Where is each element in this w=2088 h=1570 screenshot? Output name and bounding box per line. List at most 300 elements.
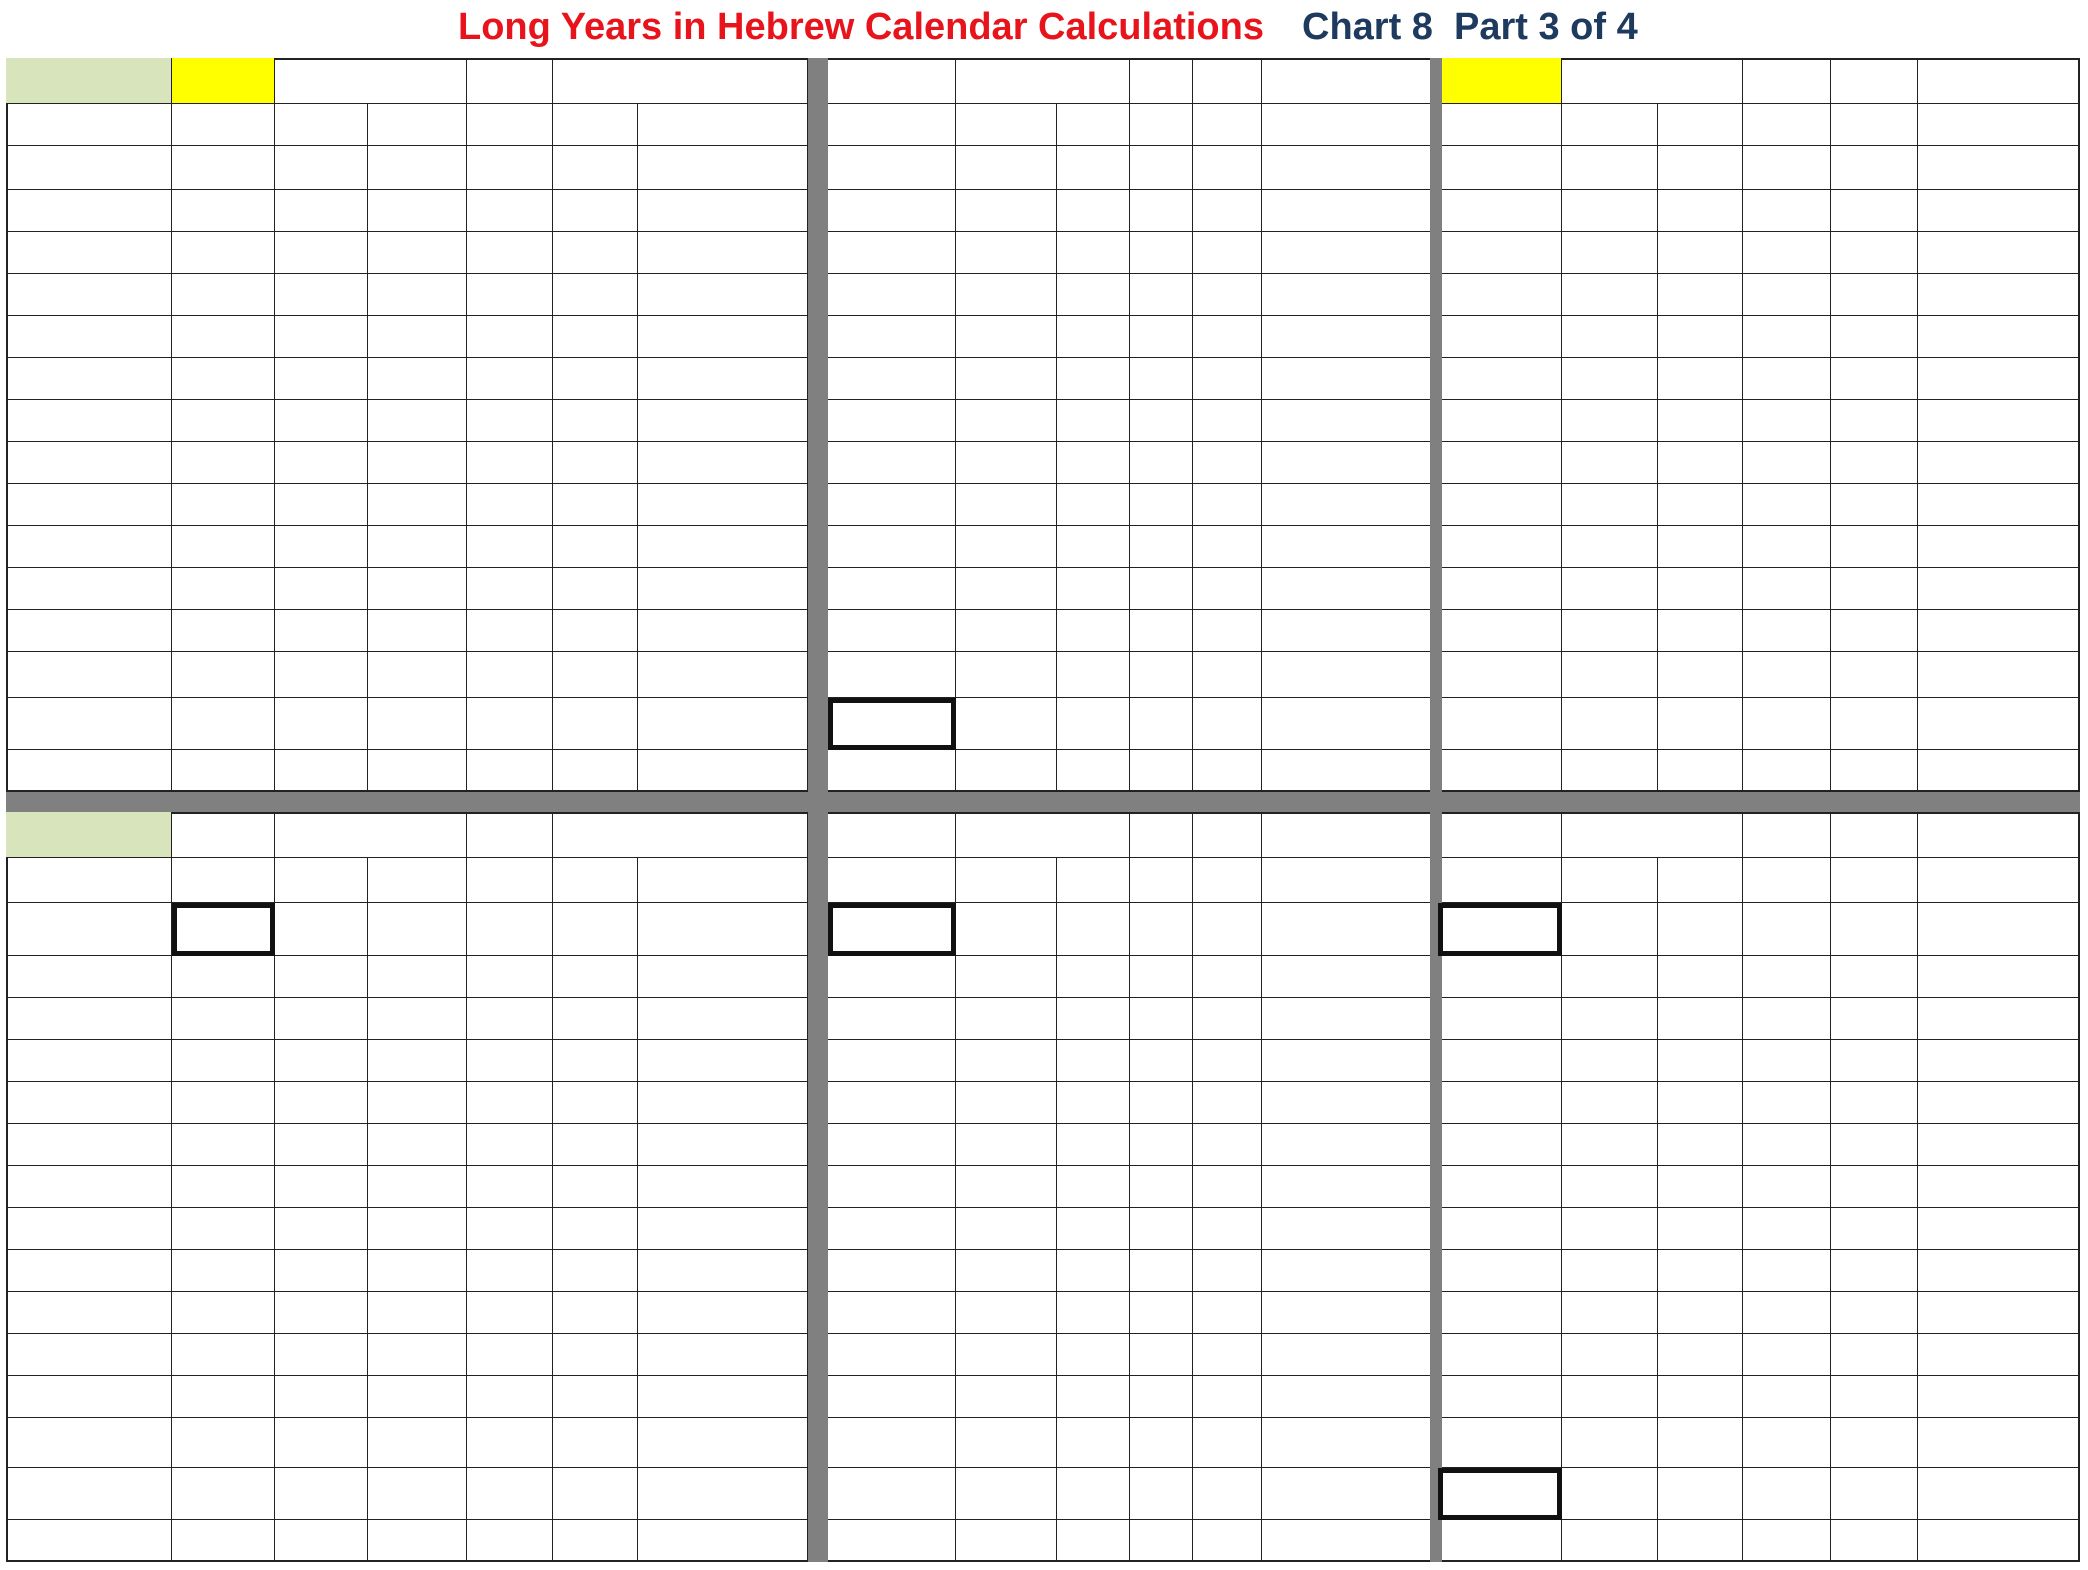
year-type-label [6, 812, 172, 858]
date-cell [956, 442, 1057, 484]
month-length [1918, 400, 2080, 442]
date-cell [553, 1082, 638, 1124]
date-cell [956, 146, 1057, 190]
month-length [1918, 1208, 2080, 1250]
date-cell [1193, 568, 1262, 610]
date-cell [467, 526, 553, 568]
date-cell [1831, 232, 1918, 274]
week-header [1057, 104, 1130, 146]
table-cell [1918, 1520, 2080, 1562]
date-cell [275, 956, 368, 998]
date-cell [1743, 903, 1831, 956]
date-cell [1130, 1082, 1193, 1124]
month-length [1262, 316, 1438, 358]
table-cell [638, 750, 808, 792]
date-cell [172, 274, 275, 316]
date-cell [1193, 1292, 1262, 1334]
date-cell [956, 998, 1057, 1040]
date-cell [172, 190, 275, 232]
date-cell [467, 610, 553, 652]
date-cell [1658, 1250, 1743, 1292]
month-length [1262, 1166, 1438, 1208]
date-cell [1743, 1208, 1831, 1250]
date-cell [275, 1376, 368, 1418]
table-cell [1193, 58, 1262, 104]
date-cell [275, 1418, 368, 1468]
date-cell [1831, 442, 1918, 484]
date-cell [1658, 316, 1743, 358]
date-cell [1658, 1040, 1743, 1082]
date-cell [828, 1250, 956, 1292]
date-cell [1658, 903, 1743, 956]
date-cell [368, 1418, 467, 1468]
date-cell [275, 1166, 368, 1208]
month-number [6, 956, 172, 998]
date-cell [1130, 1292, 1193, 1334]
month-length [1262, 1040, 1438, 1082]
date-cell [1831, 316, 1918, 358]
date-cell [1130, 1040, 1193, 1082]
table-cell [1831, 812, 1918, 858]
date-cell [368, 1334, 467, 1376]
date-cell [1562, 1376, 1658, 1418]
date-cell [1193, 1468, 1262, 1520]
date-cell [553, 146, 638, 190]
table-cell [467, 812, 553, 858]
date-cell [1831, 400, 1918, 442]
date-cell [1130, 652, 1193, 698]
date-cell [275, 146, 368, 190]
month-length [638, 316, 808, 358]
table-cell [1743, 58, 1831, 104]
date-cell [1831, 1208, 1918, 1250]
table-cell [172, 1520, 275, 1562]
month-length [1918, 358, 2080, 400]
date-cell [1193, 1166, 1262, 1208]
month-length [1918, 526, 2080, 568]
date-cell [956, 1334, 1057, 1376]
date-cell [828, 274, 956, 316]
date-cell [275, 652, 368, 698]
month-number [6, 1040, 172, 1082]
date-cell [1193, 1334, 1262, 1376]
date-cell [1193, 956, 1262, 998]
date-cell [275, 1208, 368, 1250]
table-cell [1193, 750, 1262, 792]
date-cell [1743, 1292, 1831, 1334]
year-length-label [828, 750, 956, 792]
month-length [1262, 903, 1438, 956]
date-cell [1057, 1468, 1130, 1520]
date-cell [956, 484, 1057, 526]
block-separator [1430, 812, 1442, 1562]
week-header [1562, 858, 1658, 903]
table-cell [1658, 1520, 1743, 1562]
date-cell [467, 998, 553, 1040]
date-cell [1562, 358, 1658, 400]
month-number [6, 400, 172, 442]
month-length [1262, 1250, 1438, 1292]
year-length-label [6, 750, 172, 792]
date-cell [368, 903, 467, 956]
date-cell [1658, 652, 1743, 698]
month-length [1918, 316, 2080, 358]
month-length [638, 1334, 808, 1376]
date-cell [1831, 274, 1918, 316]
date-cell [172, 358, 275, 400]
date-cell [1562, 1250, 1658, 1292]
date-cell [553, 484, 638, 526]
month-length [1918, 698, 2080, 750]
date-cell [1831, 1376, 1918, 1418]
date-cell [275, 568, 368, 610]
date-cell [1658, 232, 1743, 274]
month-length [638, 1468, 808, 1520]
date-cell [1130, 698, 1193, 750]
date-cell [1130, 146, 1193, 190]
date-cell [172, 652, 275, 698]
month-length [1262, 146, 1438, 190]
date-cell [1130, 400, 1193, 442]
date-cell [467, 190, 553, 232]
table-cell [1658, 750, 1743, 792]
date-cell [1831, 568, 1918, 610]
date-cell [1193, 610, 1262, 652]
date-cell [956, 400, 1057, 442]
month-number [6, 442, 172, 484]
week-header [1658, 104, 1743, 146]
year-label [956, 812, 1130, 858]
date-cell [553, 1166, 638, 1208]
date-cell [1658, 698, 1743, 750]
date-cell [368, 1250, 467, 1292]
date-cell [828, 358, 956, 400]
table-cell [1831, 1520, 1918, 1562]
date-cell [368, 1208, 467, 1250]
date-cell [1562, 232, 1658, 274]
table-cell [1057, 750, 1130, 792]
month-number [6, 146, 172, 190]
date-cell [1057, 1334, 1130, 1376]
week-header [467, 858, 553, 903]
date-cell [1193, 1124, 1262, 1166]
date-cell [1743, 698, 1831, 750]
date-cell [275, 190, 368, 232]
date-cell [1193, 1250, 1262, 1292]
date-cell [828, 526, 956, 568]
date-cell [1743, 1418, 1831, 1468]
date-cell [275, 358, 368, 400]
date-cell [1130, 274, 1193, 316]
table-cell [638, 104, 808, 146]
date-cell [368, 232, 467, 274]
date-cell [368, 652, 467, 698]
table-cell [1262, 858, 1438, 903]
table-cell [1262, 750, 1438, 792]
date-cell [553, 526, 638, 568]
date-cell [828, 1124, 956, 1166]
month-length [1262, 610, 1438, 652]
month-length [1262, 232, 1438, 274]
date-cell [828, 1376, 956, 1418]
date-cell [1658, 568, 1743, 610]
date-cell [1130, 1376, 1193, 1418]
date-cell [1743, 1334, 1831, 1376]
date-cell [1658, 146, 1743, 190]
week-header [1562, 104, 1658, 146]
date-cell [1562, 1292, 1658, 1334]
date-cell [1658, 358, 1743, 400]
date-cell [1562, 442, 1658, 484]
date-cell [956, 1250, 1057, 1292]
date-cell [553, 698, 638, 750]
date-cell [1438, 232, 1562, 274]
month-length [1918, 903, 2080, 956]
date-cell [172, 903, 275, 956]
date-cell [1438, 652, 1562, 698]
date-cell [1130, 903, 1193, 956]
month-number [6, 1292, 172, 1334]
table-cell [1193, 812, 1262, 858]
date-cell [553, 1292, 638, 1334]
date-cell [1562, 1468, 1658, 1520]
date-cell [368, 484, 467, 526]
date-cell [1057, 903, 1130, 956]
date-cell [172, 568, 275, 610]
table-cell [1918, 858, 2080, 903]
date-cell [1658, 1418, 1743, 1468]
date-cell [956, 1166, 1057, 1208]
date-cell [1658, 1376, 1743, 1418]
month-length [1918, 568, 2080, 610]
date-cell [1438, 484, 1562, 526]
month-length [1918, 1124, 2080, 1166]
date-cell [1057, 698, 1130, 750]
date-cell [275, 400, 368, 442]
date-cell [1057, 526, 1130, 568]
date-cell [1438, 1250, 1562, 1292]
date-cell [956, 190, 1057, 232]
month-number [6, 484, 172, 526]
month-length [638, 568, 808, 610]
month-length-header [553, 812, 808, 858]
date-cell [368, 956, 467, 998]
date-cell [1743, 610, 1831, 652]
month-length [638, 526, 808, 568]
month-length [638, 1166, 808, 1208]
date-cell [368, 1292, 467, 1334]
year-label [275, 812, 467, 858]
date-cell [1438, 1208, 1562, 1250]
week-header [956, 104, 1057, 146]
part-indicator: Part 3 of 4 [1454, 6, 1638, 48]
month-number [6, 998, 172, 1040]
date-cell [368, 698, 467, 750]
month-length [1262, 1124, 1438, 1166]
month-length [1918, 610, 2080, 652]
date-cell [1438, 1040, 1562, 1082]
table-cell [1562, 1520, 1658, 1562]
date-cell [1057, 652, 1130, 698]
month-length [1262, 1208, 1438, 1250]
date-cell [1057, 1292, 1130, 1334]
date-cell [467, 400, 553, 442]
table-cell [6, 858, 172, 903]
date-cell [956, 652, 1057, 698]
date-cell [956, 1376, 1057, 1418]
date-cell [1562, 610, 1658, 652]
month-length [638, 442, 808, 484]
table-cell [1743, 812, 1831, 858]
date-cell [1743, 1124, 1831, 1166]
date-cell [956, 956, 1057, 998]
date-cell [1438, 274, 1562, 316]
month-number [6, 358, 172, 400]
date-cell [828, 1468, 956, 1520]
week-header [828, 858, 956, 903]
date-cell [1438, 1166, 1562, 1208]
date-cell [1743, 400, 1831, 442]
table-cell [1262, 104, 1438, 146]
date-cell [1831, 956, 1918, 998]
date-cell [1831, 652, 1918, 698]
date-cell [1562, 190, 1658, 232]
date-cell [1831, 610, 1918, 652]
date-cell [172, 1124, 275, 1166]
month-length [638, 484, 808, 526]
year-label [1562, 58, 1743, 104]
month-length [1262, 1082, 1438, 1124]
date-cell [828, 568, 956, 610]
block-separator [808, 812, 828, 1562]
date-cell [1130, 232, 1193, 274]
date-cell [1562, 652, 1658, 698]
date-cell [467, 1082, 553, 1124]
table-cell [1193, 1520, 1262, 1562]
table-cell [1743, 750, 1831, 792]
month-length [1262, 698, 1438, 750]
date-cell [828, 998, 956, 1040]
date-cell [1438, 1292, 1562, 1334]
status-flag [1438, 812, 1562, 858]
month-number [6, 1124, 172, 1166]
date-cell [553, 400, 638, 442]
table-cell [1743, 1520, 1831, 1562]
date-cell [1193, 1208, 1262, 1250]
date-cell [1562, 998, 1658, 1040]
month-length [638, 652, 808, 698]
date-cell [1658, 442, 1743, 484]
date-cell [1057, 1250, 1130, 1292]
month-length [638, 274, 808, 316]
date-cell [1831, 1292, 1918, 1334]
month-length [1918, 1376, 2080, 1418]
date-cell [956, 1468, 1057, 1520]
month-number [6, 1334, 172, 1376]
status-flag [828, 58, 956, 104]
date-cell [1193, 698, 1262, 750]
date-cell [172, 1040, 275, 1082]
date-cell [1057, 1418, 1130, 1468]
date-cell [275, 274, 368, 316]
month-length [1262, 568, 1438, 610]
date-cell [1743, 956, 1831, 998]
date-cell [467, 1208, 553, 1250]
date-cell [172, 956, 275, 998]
date-cell [1658, 1124, 1743, 1166]
date-cell [1743, 484, 1831, 526]
date-cell [1562, 1418, 1658, 1468]
date-cell [275, 610, 368, 652]
date-cell [368, 568, 467, 610]
date-cell [467, 1418, 553, 1468]
month-length [638, 903, 808, 956]
date-cell [1831, 1468, 1918, 1520]
date-cell [553, 1334, 638, 1376]
month-number [6, 698, 172, 750]
date-cell [1831, 998, 1918, 1040]
week-header [275, 858, 368, 903]
date-cell [553, 1468, 638, 1520]
month-length-header [1262, 812, 1438, 858]
date-cell [828, 610, 956, 652]
date-cell [553, 1376, 638, 1418]
month-length [1262, 190, 1438, 232]
table-cell [1057, 1520, 1130, 1562]
date-cell [1130, 1124, 1193, 1166]
date-cell [467, 1124, 553, 1166]
date-cell [1743, 316, 1831, 358]
date-cell [1831, 1250, 1918, 1292]
month-length [1918, 1334, 2080, 1376]
date-cell [1130, 1334, 1193, 1376]
month-number [6, 232, 172, 274]
date-cell [1057, 146, 1130, 190]
date-cell [1130, 358, 1193, 400]
date-cell [467, 652, 553, 698]
date-cell [1562, 400, 1658, 442]
date-cell [368, 998, 467, 1040]
date-cell [275, 998, 368, 1040]
month-number [6, 190, 172, 232]
date-cell [1438, 1124, 1562, 1166]
date-cell [1562, 146, 1658, 190]
month-length [1262, 956, 1438, 998]
table-cell [368, 750, 467, 792]
month-number [6, 1418, 172, 1468]
date-cell [1130, 1250, 1193, 1292]
date-cell [1130, 190, 1193, 232]
date-cell [553, 1208, 638, 1250]
date-cell [828, 698, 956, 750]
date-cell [467, 442, 553, 484]
month-length [1262, 274, 1438, 316]
date-cell [1743, 442, 1831, 484]
date-cell [172, 526, 275, 568]
date-cell [368, 1124, 467, 1166]
date-cell [1658, 998, 1743, 1040]
date-cell [1193, 903, 1262, 956]
date-cell [172, 998, 275, 1040]
week-header [1658, 858, 1743, 903]
table-cell [1831, 58, 1918, 104]
week-header [368, 858, 467, 903]
table-cell [638, 1520, 808, 1562]
month-length [1262, 1334, 1438, 1376]
date-cell [1562, 316, 1658, 358]
date-cell [1193, 442, 1262, 484]
month-length [1918, 956, 2080, 998]
